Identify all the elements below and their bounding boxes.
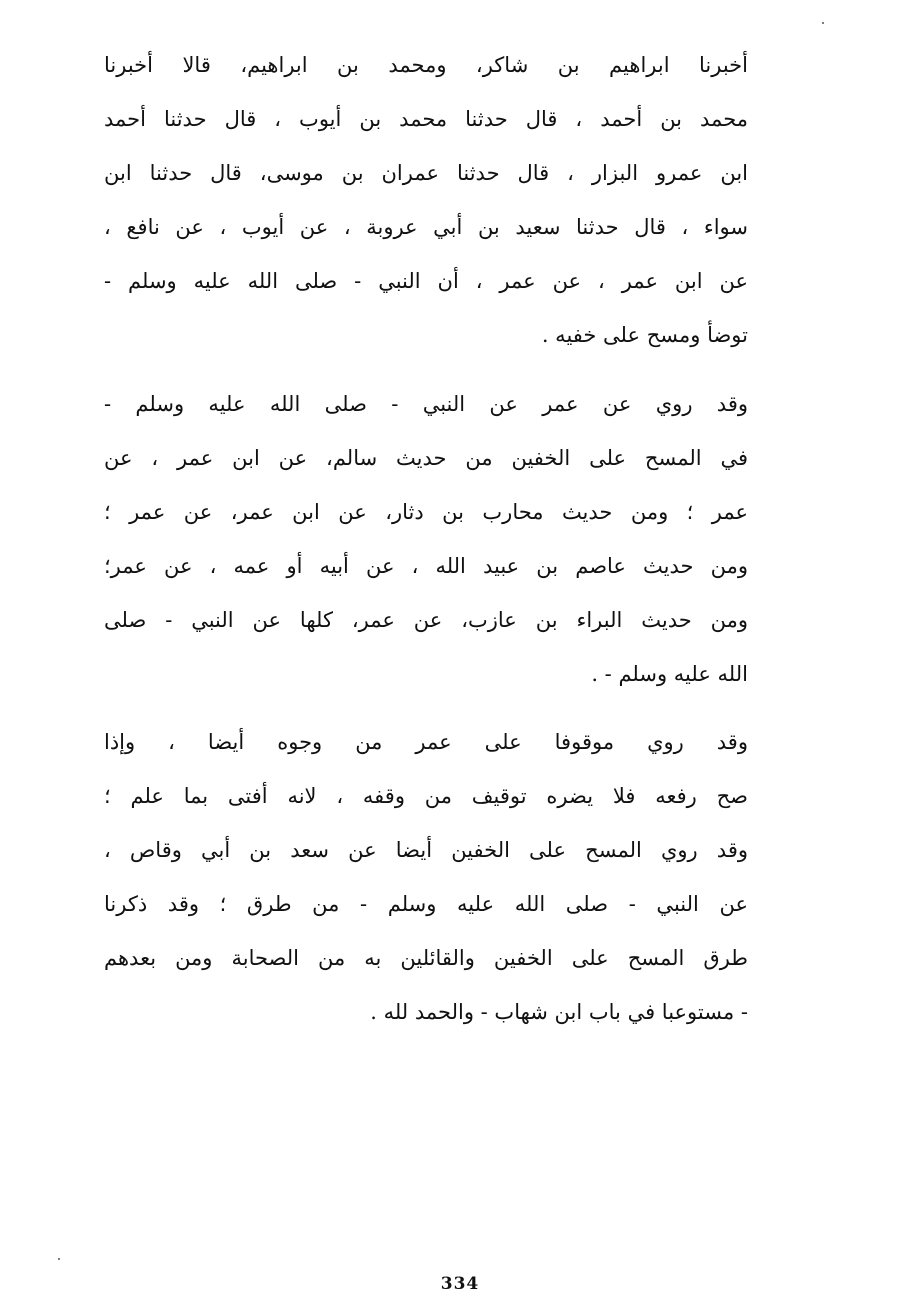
text-line: أخبرنا ابراهيم بن شاكر، ومحمد بن ابراهيم، قالا أخبرنا	[104, 53, 748, 77]
text-line: ابن عمرو البزار ، قال حدثنا عمران بن موسى، قال حدثنا ابن	[104, 161, 748, 185]
text-line: سواء ، قال حدثنا سعيد بن أبي عروبة ، عن أيوب ، عن نافع ،	[104, 215, 748, 239]
text-line: محمد بن أحمد ، قال حدثنا محمد بن أيوب ، قال حدثنا أحمد	[104, 107, 748, 131]
text-line: وقد روي المسح على الخفين أيضا عن سعد بن أبي وقاص ،	[104, 838, 748, 862]
text-line: وقد روي عن عمر عن النبي - صلى الله عليه وسلم -	[104, 392, 748, 416]
paragraph-1	[104, 38, 748, 362]
text-line: ومن حديث البراء بن عازب، عن عمر، كلها عن النبي - صلى	[104, 608, 748, 632]
scan-speck	[822, 22, 824, 24]
text-line: في المسح على الخفين من حديث سالم، عن ابن عمر ، عن	[104, 446, 748, 470]
text-line: وقد روي موقوفا على عمر من وجوه أيضا ، وإذا	[104, 730, 748, 754]
text-line: عن ابن عمر ، عن عمر ، أن النبي - صلى الله عليه وسلم -	[104, 269, 748, 293]
text-line: توضأ ومسح على خفيه .	[541, 323, 748, 347]
paragraph-3	[104, 715, 748, 1039]
text-line: ومن حديث عاصم بن عبيد الله ، عن أبيه أو عمه ، عن عمر؛	[104, 554, 748, 578]
page-number: 334	[440, 1274, 480, 1294]
text-line: الله عليه وسلم - .	[591, 662, 748, 686]
text-line: طرق المسح على الخفين والقائلين به من الصحابة ومن بعدهم	[104, 946, 748, 970]
text-line: عن النبي - صلى الله عليه وسلم - من طرق ؛ وقد ذكرنا	[104, 892, 748, 916]
scan-speck	[58, 1258, 60, 1260]
paragraph-2	[104, 377, 748, 701]
text-line: صح رفعه فلا يضره توقيف من وقفه ، لانه أفتى بما علم ؛	[104, 784, 748, 808]
text-line: - مستوعبا في باب ابن شهاب - والحمد لله .	[370, 1000, 748, 1024]
text-line: عمر ؛ ومن حديث محارب بن دثار، عن ابن عمر، عن عمر ؛	[104, 500, 748, 524]
